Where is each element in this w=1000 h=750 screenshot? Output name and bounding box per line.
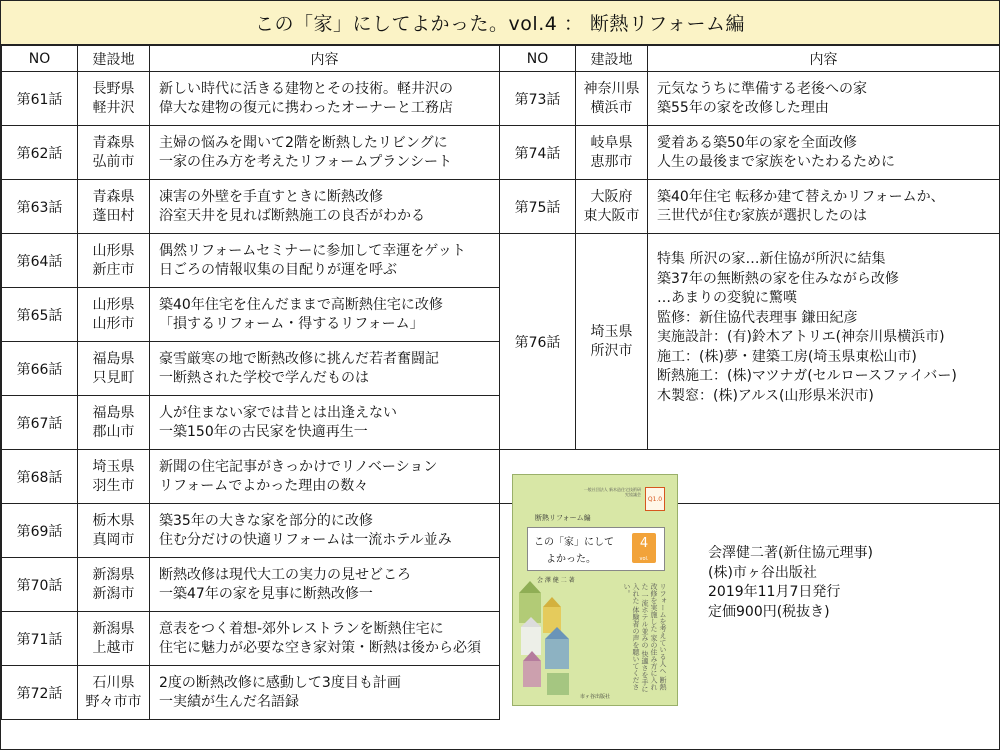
content-line: 2度の断熱改修に感動して3度目も計画	[159, 674, 401, 691]
table-row	[2, 180, 500, 234]
prefecture: 大阪府	[590, 188, 633, 205]
city: 所沢市	[590, 342, 633, 359]
location-cell	[78, 396, 150, 450]
prefecture: 栃木県	[92, 512, 135, 529]
content-line: 住む分だけの快適リフォームは一流ホテル並み	[159, 531, 452, 548]
location-cell	[78, 450, 150, 504]
content-line: 木製窓：(株)アルス(山形県米沢市)	[657, 387, 874, 404]
city: 新庄市	[92, 261, 135, 278]
content-cell	[150, 612, 500, 666]
table-row	[2, 288, 500, 342]
book-cell	[500, 450, 1000, 700]
content-line: 実施設計：(有)鈴木アトリエ(神奈川県横浜市)	[657, 329, 945, 345]
city: 郡山市	[92, 423, 135, 440]
prefecture: 青森県	[92, 134, 135, 151]
prefecture: 福島県	[92, 404, 135, 421]
location-cell	[78, 504, 150, 558]
prefecture: 山形県	[92, 296, 135, 313]
content-line: 主婦の悩みを聞いて2階を断熱したリビングに	[159, 134, 448, 151]
episode-number: 第63話	[2, 180, 78, 234]
header-location: 建設地	[576, 46, 648, 72]
location-cell	[576, 180, 648, 234]
episode-number: 第76話	[500, 234, 576, 450]
prefecture: 神奈川県	[583, 80, 640, 97]
cover-title-box	[527, 527, 665, 571]
episode-number: 第74話	[500, 126, 576, 180]
location-cell	[78, 666, 150, 720]
table-row-special	[500, 234, 1000, 450]
content-line: 新しい時代に活きる建物とその技術。軽井沢の	[159, 80, 453, 97]
prefecture: 石川県	[92, 674, 135, 691]
content-line: 「損するリフォーム・得するリフォーム」	[159, 315, 424, 332]
content-cell	[150, 396, 500, 450]
table-row	[2, 450, 500, 504]
header-content: 内容	[150, 46, 500, 72]
content-line: 意表をつく着想-郊外レストランを断熱住宅に	[159, 620, 444, 637]
episode-number: 第62話	[2, 126, 78, 180]
content-line: 特集 所沢の家…新住協が所沢に結集	[657, 251, 886, 267]
house-logo-icon: Q1.0	[645, 487, 665, 511]
episode-number: 第68話	[2, 450, 78, 504]
cover-publisher: 市ヶ谷出版社	[579, 694, 610, 700]
book-author: 会澤健二著(新住協元理事)	[708, 545, 873, 561]
table-row	[500, 126, 1000, 180]
content-cell	[150, 558, 500, 612]
episode-number: 第73話	[500, 72, 576, 126]
location-cell	[78, 72, 150, 126]
content-cell	[648, 72, 1000, 126]
header-no: NO	[500, 46, 576, 72]
content-cell	[150, 234, 500, 288]
prefecture: 福島県	[92, 350, 135, 367]
page-title: この「家」にしてよかった。vol.4 ： 断熱リフォーム編	[1, 1, 999, 45]
episode-number: 第64話	[2, 234, 78, 288]
content-line: 監修：新住協代表理事 鎌田紀彦	[657, 309, 858, 326]
content-line: 築40年住宅 転移か建て替えかリフォームか、	[657, 188, 945, 205]
right-table	[499, 45, 1000, 700]
table-row	[2, 72, 500, 126]
content-line: 浴室天井を見れば断熱施工の良否がわかる	[159, 207, 425, 224]
table-row	[2, 342, 500, 396]
content-line: 偶然リフォームセミナーに参加して幸運をゲット	[159, 242, 466, 259]
book-date: 2019年11月7日発行	[708, 584, 841, 600]
cover-title-line1: この「家」にして	[534, 537, 614, 548]
right-header-row	[500, 46, 1000, 72]
location-cell	[576, 126, 648, 180]
prefecture: 新潟県	[92, 620, 135, 637]
episode-number: 第67話	[2, 396, 78, 450]
city: 只見町	[92, 369, 135, 386]
table-row	[2, 396, 500, 450]
episode-number: 第66話	[2, 342, 78, 396]
episode-number: 第65話	[2, 288, 78, 342]
city: 上越市	[92, 639, 135, 656]
location-cell	[576, 234, 648, 450]
book-price: 定価900円(税抜き)	[708, 603, 830, 620]
content-cell	[150, 72, 500, 126]
volume-number: 4	[639, 536, 649, 551]
cover-title-line2: よかった。	[546, 554, 596, 565]
feature-content-cell	[648, 234, 1000, 450]
prefecture: 長野県	[92, 80, 135, 97]
book-info	[708, 544, 873, 622]
content-line: 築37年の無断熱の家を住みながら改修	[657, 270, 899, 287]
table-row	[2, 612, 500, 666]
city: 軽井沢	[92, 99, 135, 116]
location-cell	[78, 612, 150, 666]
content-line: 元気なうちに準備する老後への家	[657, 80, 867, 97]
city: 東大阪市	[583, 207, 640, 224]
location-cell	[78, 234, 150, 288]
content-cell	[150, 504, 500, 558]
location-cell	[78, 126, 150, 180]
prefecture: 埼玉県	[590, 323, 633, 340]
content-cell	[150, 126, 500, 180]
content-line: 一築150年の古民家を快適再生一	[159, 423, 368, 440]
content-cell	[150, 342, 500, 396]
content-line: 人生の最後まで家族をいたわるために	[657, 153, 895, 170]
location-cell	[78, 342, 150, 396]
prefecture: 山形県	[92, 242, 135, 259]
city: 横浜市	[590, 99, 633, 116]
content-line: 一実績が生んだ名語録	[159, 693, 299, 710]
prefecture: 新潟県	[92, 566, 135, 583]
content-cell	[150, 450, 500, 504]
table-row	[2, 504, 500, 558]
content-cell	[150, 288, 500, 342]
city: 恵那市	[590, 153, 633, 170]
city: 新潟市	[92, 585, 135, 602]
content-line: 築35年の大きな家を部分的に改修	[159, 512, 373, 529]
content-line: 三世代が住む家族が選択したのは	[657, 207, 867, 224]
location-cell	[78, 288, 150, 342]
content-line: 新聞の住宅記事がきっかけでリノベーション	[159, 458, 438, 475]
content-line: …あまりの変貌に驚嘆	[657, 290, 797, 306]
table-row	[2, 666, 500, 720]
table-row	[2, 234, 500, 288]
content-cell	[648, 126, 1000, 180]
content-line: 断熱施工：(株)マツナガ(セルロースファイバー)	[657, 368, 957, 384]
header-content: 内容	[648, 46, 1000, 72]
cover-vertical-text: リフォームを考えている人へ 断熱改修を実施した 家の住み方に入れた 一流ホテル並みの 快適さを手に入れた 体験者の声を聴いてください。	[623, 583, 667, 693]
content-line: リフォームでよかった理由の数々	[159, 477, 369, 494]
episode-number: 第72話	[2, 666, 78, 720]
prefecture: 青森県	[92, 188, 135, 205]
content-line: 一築47年の家を見事に断熱改修一	[159, 585, 373, 602]
header-no: NO	[2, 46, 78, 72]
content-cell	[648, 180, 1000, 234]
location-cell	[576, 72, 648, 126]
prefecture: 岐阜県	[590, 134, 633, 151]
table-row	[2, 558, 500, 612]
content-cell	[150, 666, 500, 720]
content-line: 断熱改修は現代大工の実力の見せどころ	[159, 566, 411, 583]
content-line: 凍害の外壁を手直すときに断熱改修	[159, 188, 383, 205]
city: 山形市	[92, 315, 135, 332]
content-line: 豪雪厳寒の地で断熱改修に挑んだ若者奮闘記	[159, 350, 439, 367]
book-cover-image	[512, 474, 678, 706]
location-cell	[78, 180, 150, 234]
city: 羽生市	[92, 477, 135, 494]
location-cell	[78, 558, 150, 612]
content-line: 愛着ある築50年の家を全面改修	[657, 134, 857, 151]
cover-series: 断熱リフォーム編	[535, 514, 591, 522]
episode-number: 第75話	[500, 180, 576, 234]
header-location: 建設地	[78, 46, 150, 72]
volume-badge	[632, 533, 656, 563]
prefecture: 埼玉県	[92, 458, 135, 475]
content-line: 築55年の家を改修した理由	[657, 99, 829, 116]
city: 野々市市	[85, 693, 142, 710]
content-line: 日ごろの情報収集の目配りが運を呼ぶ	[159, 261, 397, 278]
content-line: 一断熱された学校で学んだものは	[159, 369, 369, 386]
episode-number: 第61話	[2, 72, 78, 126]
episode-number: 第71話	[2, 612, 78, 666]
book-row	[500, 450, 1000, 504]
left-table	[1, 45, 500, 720]
content-line: 一家の住み方を考えたリフォームプランシート	[159, 153, 452, 170]
content-cell	[150, 180, 500, 234]
cover-organization: 一般社団法人 新木造住宅技術研究協議会	[583, 487, 641, 497]
content-line: 築40年住宅を住んだままで高断熱住宅に改修	[159, 296, 443, 313]
table-row	[500, 180, 1000, 234]
volume-label: vol.	[639, 556, 649, 562]
content-line: 人が住まない家では昔とは出逢えない	[159, 404, 397, 421]
episode-number: 第70話	[2, 558, 78, 612]
city: 弘前市	[92, 153, 135, 170]
book-publisher: (株)市ヶ谷出版社	[708, 564, 817, 581]
content-line: 偉大な建物の復元に携わったオーナーと工務店	[159, 99, 453, 116]
city: 真岡市	[92, 531, 135, 548]
cover-author: 会 澤 健 二 著	[537, 577, 575, 584]
content-line: 施工：(株)夢・建築工房(埼玉県東松山市)	[657, 348, 917, 365]
city: 蓬田村	[92, 207, 135, 224]
left-header-row	[2, 46, 500, 72]
table-row	[2, 126, 500, 180]
table-row	[500, 72, 1000, 126]
content-line: 住宅に魅力が必要な空き家対策・断熱は後から必須	[159, 639, 481, 656]
episode-number: 第69話	[2, 504, 78, 558]
